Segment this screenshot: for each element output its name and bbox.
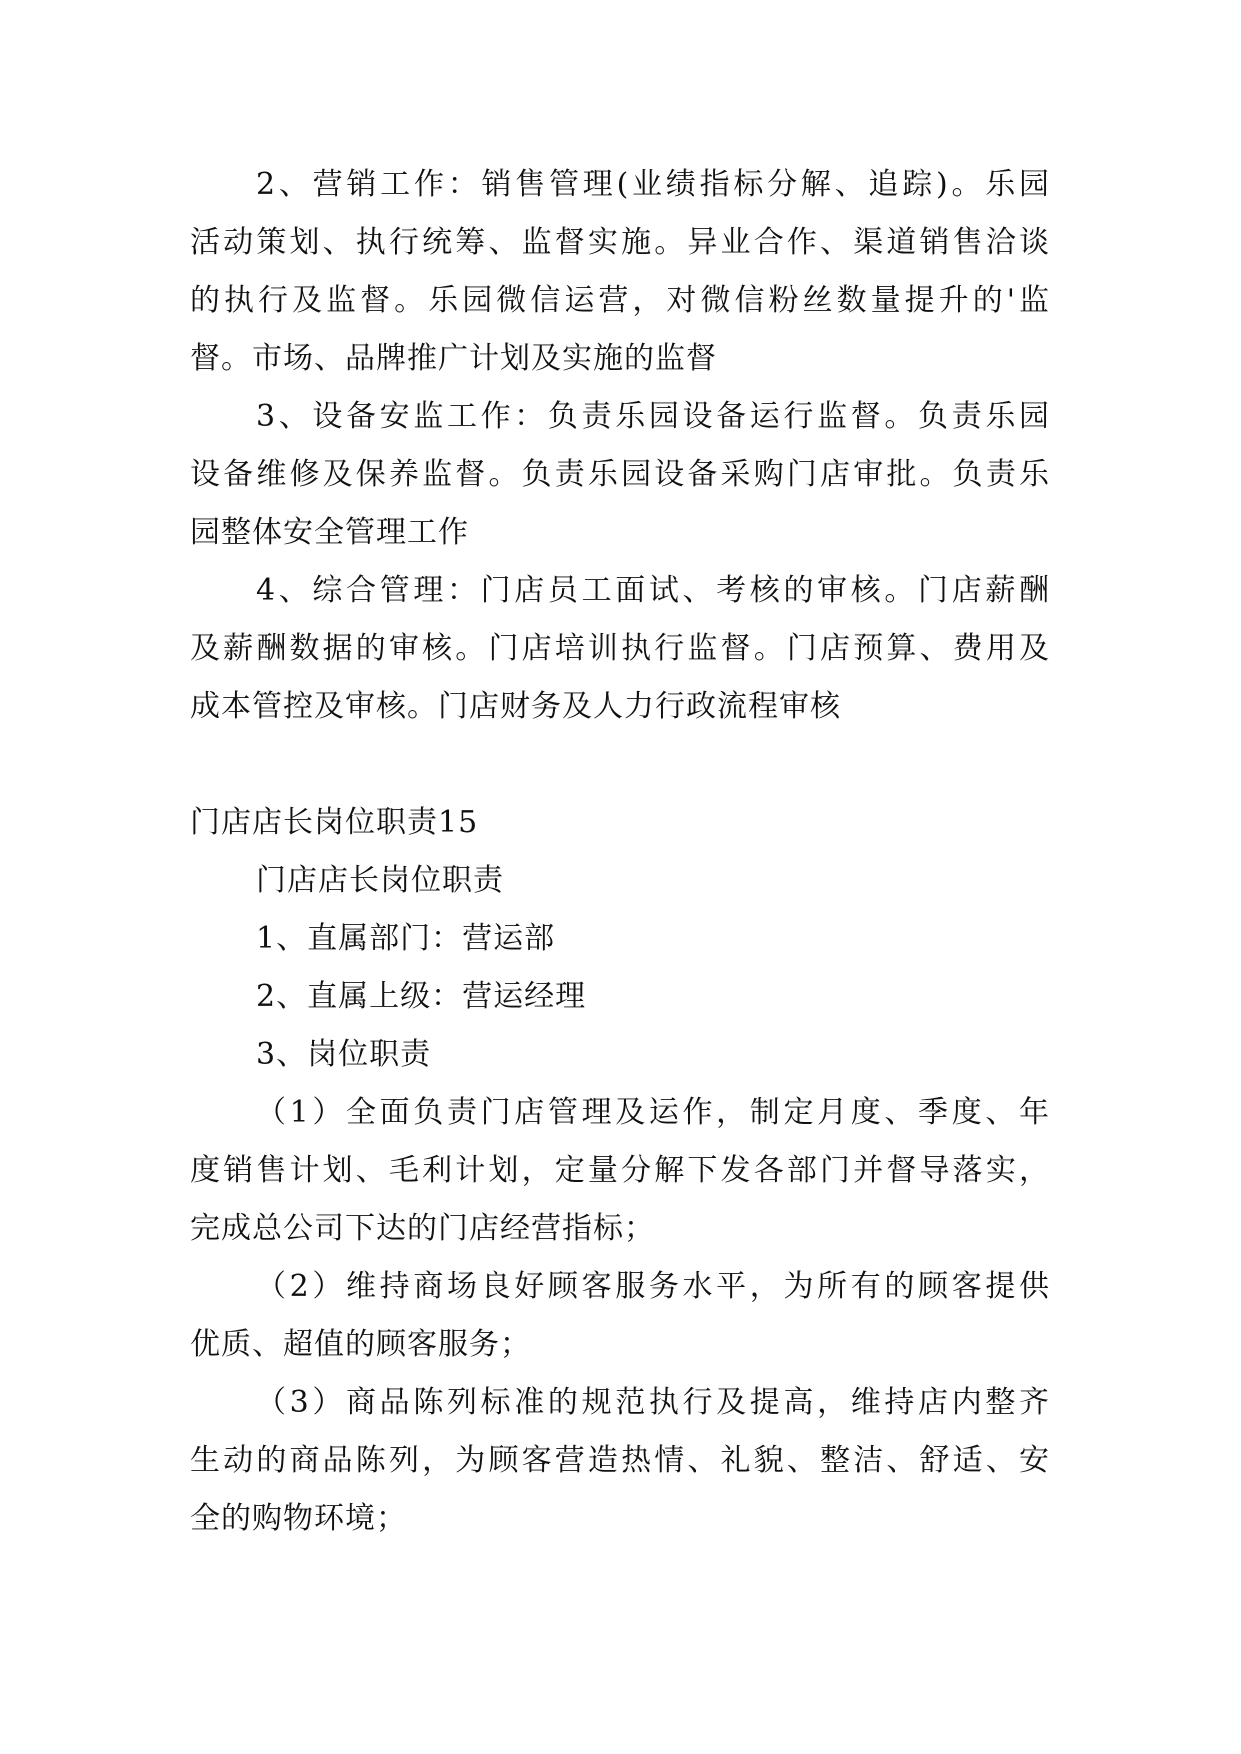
paragraph-line: （1）全面负责门店管理及运作，制定月度、季度、年 (256, 1095, 1050, 1130)
paragraph-line: 3、设备安监工作：负责乐园设备运行监督。负责乐园 (256, 399, 1050, 434)
paragraph-line: 优质、超值的顾客服务； (190, 1327, 531, 1362)
paragraph-line: 完成总公司下达的门店经营指标； (190, 1211, 655, 1246)
paragraph-line: 设备维修及保养监督。负责乐园设备采购门店审批。负责乐 (190, 457, 1050, 492)
paragraph-line: 全的购物环境； (190, 1501, 407, 1536)
paragraph-line: 度销售计划、毛利计划，定量分解下发各部门并督导落实， (190, 1153, 1050, 1188)
paragraph-line: （2）维持商场良好顾客服务水平，为所有的顾客提供 (256, 1269, 1050, 1304)
paragraph-line: 园整体安全管理工作 (190, 515, 469, 550)
list-item-marketing (190, 156, 1050, 388)
list-item-general-management (190, 562, 1050, 736)
paragraph-line: 的执行及监督。乐园微信运营，对微信粉丝数量提升的'监 (190, 283, 1050, 318)
duty-item-3 (190, 1374, 1050, 1548)
paragraph-line: 生动的商品陈列，为顾客营造热情、礼貌、整洁、舒适、安 (190, 1443, 1050, 1478)
duty-item-1 (190, 1084, 1050, 1258)
paragraph-line: 及薪酬数据的审核。门店培训执行监督。门店预算、费用及 (190, 631, 1050, 666)
paragraph-line: 2、营销工作：销售管理(业绩指标分解、追踪)。乐园 (256, 167, 1050, 202)
paragraph-line: 活动策划、执行统筹、监督实施。异业合作、渠道销售洽谈 (190, 225, 1050, 260)
duty-item-2 (190, 1258, 1050, 1374)
section-title: 门店店长岗位职责15 (190, 805, 479, 840)
paragraph-line: 督。市场、品牌推广计划及实施的监督 (190, 341, 717, 376)
paragraph-line: （3）商品陈列标准的规范执行及提高，维持店内整齐 (256, 1385, 1050, 1420)
field-superior: 2、直属上级：营运经理 (256, 979, 587, 1014)
list-item-equipment-safety (190, 388, 1050, 562)
paragraph-line: 4、综合管理：门店员工面试、考核的审核。门店薪酬 (256, 573, 1050, 608)
paragraph-line: 成本管控及审核。门店财务及人力行政流程审核 (190, 689, 841, 724)
section-subtitle: 门店店长岗位职责 (256, 863, 504, 898)
field-department: 1、直属部门：营运部 (256, 921, 556, 956)
blank-line (190, 736, 1050, 794)
document-body (190, 156, 1050, 1548)
field-duties-heading: 3、岗位职责 (256, 1037, 432, 1072)
